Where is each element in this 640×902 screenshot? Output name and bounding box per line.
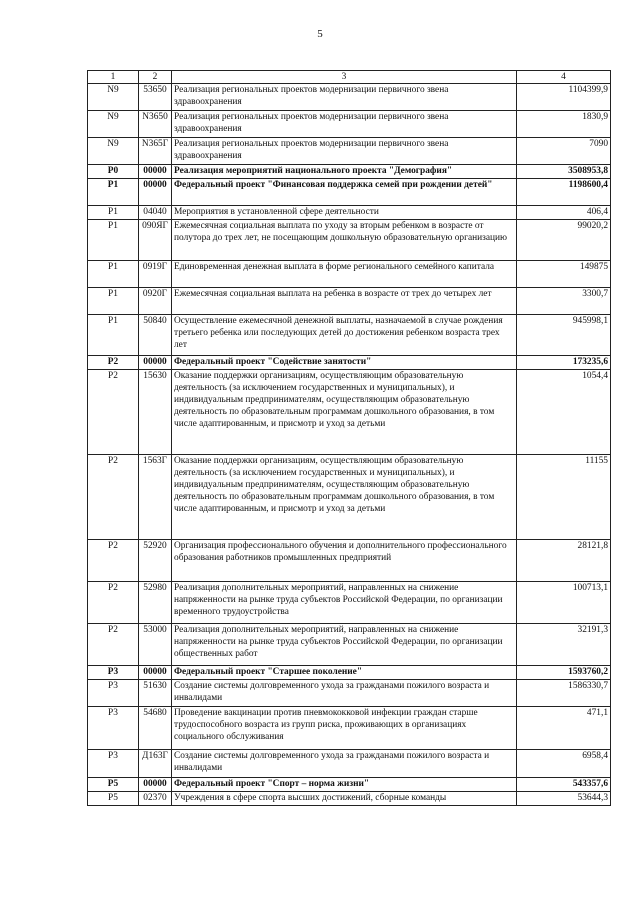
amount-cell: 3300,7 xyxy=(517,288,611,315)
section-code-cell: P1 xyxy=(88,315,139,356)
section-code-cell: P2 xyxy=(88,624,139,666)
amount-cell: 173235,6 xyxy=(517,356,611,370)
table-row xyxy=(88,792,611,806)
header-cell-2: 2 xyxy=(139,71,172,84)
table-row xyxy=(88,206,611,220)
description-cell: Реализация дополнительных мероприятий, направленных на снижение напряженности на рынке труда субъектов Российской Федерации, по организации временного трудоустройства xyxy=(172,582,517,624)
amount-cell: 471,1 xyxy=(517,707,611,750)
item-code-cell: 0919Г xyxy=(139,261,172,288)
item-code-cell: 00000 xyxy=(139,778,172,792)
description-cell: Организация профессионального обучения и дополнительного профессионального образования работников промышленных предприятий xyxy=(172,540,517,582)
item-code-cell: 54680 xyxy=(139,707,172,750)
section-code-cell: N9 xyxy=(88,111,139,138)
page-number: 5 xyxy=(317,28,323,40)
table-row xyxy=(88,315,611,356)
item-code-cell: 50840 xyxy=(139,315,172,356)
description-cell: Ежемесячная социальная выплата по уходу за вторым ребенком в возрасте от полутора до трех лет, не посещающим дошкольную образовательную организацию xyxy=(172,220,517,261)
description-cell: Мероприятия в установленной сфере деятельности xyxy=(172,206,517,220)
item-code-cell: 51630 xyxy=(139,680,172,707)
table-row xyxy=(88,370,611,455)
section-code-cell: P5 xyxy=(88,778,139,792)
amount-cell: 99020,2 xyxy=(517,220,611,261)
item-code-cell: 02370 xyxy=(139,792,172,806)
section-code-cell: P1 xyxy=(88,288,139,315)
description-cell: Реализация мероприятий национального проекта "Демография" xyxy=(172,165,517,179)
table-row xyxy=(88,111,611,138)
section-code-cell: P3 xyxy=(88,680,139,707)
amount-cell: 3508953,8 xyxy=(517,165,611,179)
table-row xyxy=(88,356,611,370)
item-code-cell: Д163Г xyxy=(139,750,172,778)
description-cell: Осуществление ежемесячной денежной выплаты, назначаемой в случае рождения третьего ребенка или последующих детей до достижения ребенком возраста трех лет xyxy=(172,315,517,356)
amount-cell: 406,4 xyxy=(517,206,611,220)
section-code-cell: P2 xyxy=(88,370,139,455)
section-code-cell: P2 xyxy=(88,540,139,582)
amount-cell: 1198600,4 xyxy=(517,179,611,206)
item-code-cell: 53650 xyxy=(139,84,172,111)
table-row xyxy=(88,84,611,111)
section-code-cell: P1 xyxy=(88,261,139,288)
amount-cell: 11155 xyxy=(517,455,611,540)
description-cell: Реализация региональных проектов модернизации первичного звена здравоохранения xyxy=(172,84,517,111)
amount-cell: 6958,4 xyxy=(517,750,611,778)
budget-table xyxy=(87,70,611,806)
description-cell: Создание системы долговременного ухода за гражданами пожилого возраста и инвалидами xyxy=(172,750,517,778)
header-cell-3: 3 xyxy=(172,71,517,84)
header-cell-4: 4 xyxy=(517,71,611,84)
item-code-cell: 52980 xyxy=(139,582,172,624)
description-cell: Федеральный проект "Старшее поколение" xyxy=(172,666,517,680)
table-row xyxy=(88,455,611,540)
section-code-cell: P1 xyxy=(88,220,139,261)
item-code-cell: 00000 xyxy=(139,356,172,370)
section-code-cell: P3 xyxy=(88,666,139,680)
section-code-cell: N9 xyxy=(88,84,139,111)
table-row xyxy=(88,707,611,750)
amount-cell: 28121,8 xyxy=(517,540,611,582)
amount-cell: 7090 xyxy=(517,138,611,165)
item-code-cell: 04040 xyxy=(139,206,172,220)
table-row xyxy=(88,750,611,778)
description-cell: Учреждения в сфере спорта высших достижений, сборные команды xyxy=(172,792,517,806)
amount-cell: 1593760,2 xyxy=(517,666,611,680)
table-row xyxy=(88,288,611,315)
amount-cell: 1586330,7 xyxy=(517,680,611,707)
description-cell: Создание системы долговременного ухода за гражданами пожилого возраста и инвалидами xyxy=(172,680,517,707)
description-cell: Проведение вакцинации против пневмококковой инфекции граждан старше трудоспособного возраста из групп риска, проживающих в организациях социального обслуживания xyxy=(172,707,517,750)
table-row xyxy=(88,261,611,288)
item-code-cell: 52920 xyxy=(139,540,172,582)
item-code-cell: 0920Г xyxy=(139,288,172,315)
description-cell: Реализация региональных проектов модернизации первичного звена здравоохранения xyxy=(172,138,517,165)
table-row xyxy=(88,582,611,624)
amount-cell: 945998,1 xyxy=(517,315,611,356)
description-cell: Федеральный проект "Спорт – норма жизни" xyxy=(172,778,517,792)
table-row xyxy=(88,138,611,165)
section-code-cell: P2 xyxy=(88,455,139,540)
item-code-cell: 090ЯГ xyxy=(139,220,172,261)
description-cell: Федеральный проект "Содействие занятости" xyxy=(172,356,517,370)
item-code-cell: N365Г xyxy=(139,138,172,165)
item-code-cell: 15630 xyxy=(139,370,172,455)
table-row xyxy=(88,540,611,582)
table-row xyxy=(88,220,611,261)
amount-cell: 149875 xyxy=(517,261,611,288)
table-row xyxy=(88,680,611,707)
section-code-cell: P3 xyxy=(88,750,139,778)
amount-cell: 1104399,9 xyxy=(517,84,611,111)
amount-cell: 1830,9 xyxy=(517,111,611,138)
table-row xyxy=(88,179,611,206)
description-cell: Федеральный проект "Финансовая поддержка семей при рождении детей" xyxy=(172,179,517,206)
amount-cell: 53644,3 xyxy=(517,792,611,806)
item-code-cell: 1563Г xyxy=(139,455,172,540)
description-cell: Реализация дополнительных мероприятий, направленных на снижение напряженности на рынке труда субъектов Российской Федерации, по организации общественных работ xyxy=(172,624,517,666)
section-code-cell: N9 xyxy=(88,138,139,165)
section-code-cell: P1 xyxy=(88,179,139,206)
header-cell-1: 1 xyxy=(88,71,139,84)
item-code-cell: N3650 xyxy=(139,111,172,138)
description-cell: Оказание поддержки организациям, осуществляющим образовательную деятельность (за исключением государственных и муниципальных), и индивидуальным предпринимателям, осуществляющим образовательную деятельность по образовательным программам дошкольного образования, в том числе адаптированным, и присмотр и уход за детьми xyxy=(172,370,517,455)
amount-cell: 543357,6 xyxy=(517,778,611,792)
section-code-cell: P2 xyxy=(88,356,139,370)
item-code-cell: 00000 xyxy=(139,165,172,179)
table-row xyxy=(88,165,611,179)
item-code-cell: 53000 xyxy=(139,624,172,666)
amount-cell: 1054,4 xyxy=(517,370,611,455)
amount-cell: 100713,1 xyxy=(517,582,611,624)
table-row xyxy=(88,778,611,792)
section-code-cell: P1 xyxy=(88,206,139,220)
table-row xyxy=(88,666,611,680)
header-row xyxy=(88,71,611,84)
table-row xyxy=(88,624,611,666)
amount-cell: 32191,3 xyxy=(517,624,611,666)
section-code-cell: P3 xyxy=(88,707,139,750)
description-cell: Единовременная денежная выплата в форме регионального семейного капитала xyxy=(172,261,517,288)
description-cell: Реализация региональных проектов модернизации первичного звена здравоохранения xyxy=(172,111,517,138)
description-cell: Оказание поддержки организациям, осуществляющим образовательную деятельность (за исключением государственных и муниципальных), и индивидуальным предпринимателям, осуществляющим образовательную деятельность по образовательным программам дошкольного образования, в том числе адаптированным, и присмотр и уход за детьми xyxy=(172,455,517,540)
section-code-cell: P5 xyxy=(88,792,139,806)
item-code-cell: 00000 xyxy=(139,179,172,206)
section-code-cell: P0 xyxy=(88,165,139,179)
section-code-cell: P2 xyxy=(88,582,139,624)
description-cell: Ежемесячная социальная выплата на ребенка в возрасте от трех до четырех лет xyxy=(172,288,517,315)
item-code-cell: 00000 xyxy=(139,666,172,680)
